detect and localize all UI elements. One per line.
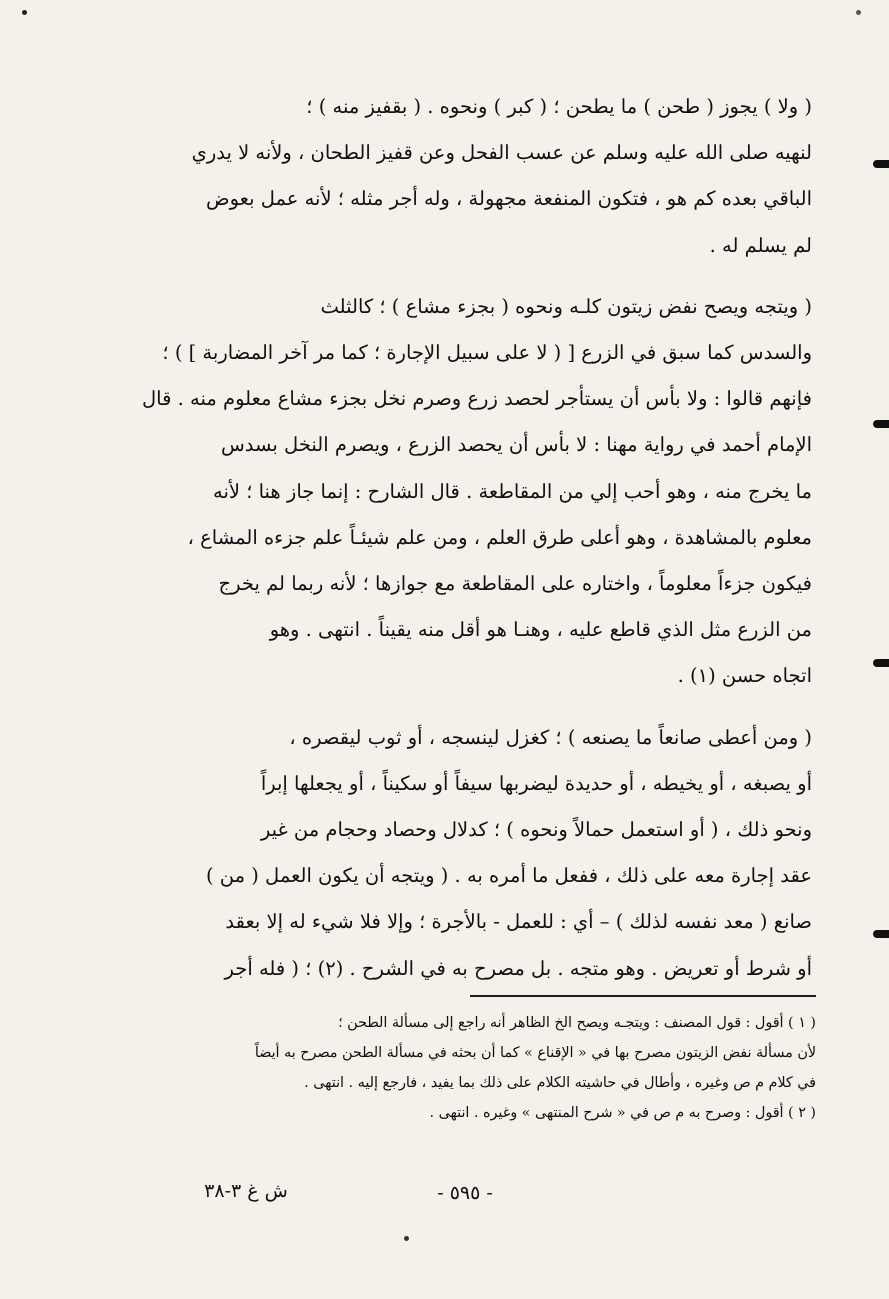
paragraph xyxy=(136,284,812,700)
text-line: عقد إجارة معه على ذلك ، ففعل ما أمره به . ( ويتجه أن يكون العمل ( من ) xyxy=(205,864,812,888)
print-signature: ش غ ٣-٣٨ xyxy=(204,1180,288,1202)
ink-speck xyxy=(404,1236,409,1241)
text-line: لم يسلم له . xyxy=(709,233,812,257)
text-line: الباقي بعده كم هو ، فتكون المنفعة مجهولة ، وله أجر مثله ؛ لأنه عمل بعوض xyxy=(206,187,812,211)
text-line: ( ولا ) يجوز ( طحن ) ما يطحن ؛ ( كبر ) ونحوه . ( بقفيز منه ) ؛ xyxy=(306,95,812,118)
paragraph xyxy=(136,715,812,992)
text-line: ( ومن أعطى صانعاً ما يصنعه ) ؛ كغزل لينسجه ، أو ثوب ليقصره ، xyxy=(289,725,812,749)
text-line: ما يخرج منه ، وهو أحب إلي من المقاطعة . قال الشارح : إنما جاز هنا ؛ لأنه xyxy=(213,479,812,503)
paragraph xyxy=(136,84,812,269)
edge-tab-mark xyxy=(873,930,889,938)
main-text-body xyxy=(136,84,812,1007)
ink-speck xyxy=(22,10,27,15)
footnote-line: ( ١ ) أقول : قول المصنف : ويتجـه ويصح الخ الظاهر أنه راجع إلى مسألة الطحن ؛ xyxy=(338,1015,816,1031)
text-line: الإمام أحمد في رواية مهنا : لا بأس أن يحصد الزرع ، ويصرم النخل بسدس xyxy=(221,433,812,457)
text-line: فإنهم قالوا : ولا بأس أن يستأجر لحصد زرع وصرم نخل بجزء مشاع معلوم منه . قال xyxy=(142,387,812,411)
text-line: معلوم بالمشاهدة ، وهو أعلى طرق العلم ، ومن علم شيئـاً علم جزءه المشاع ، xyxy=(187,525,812,549)
footnotes xyxy=(134,1008,816,1128)
footnote-line: ( ٢ ) أقول : وصرح به م ص في « شرح المنتهى » وغيره . انتهى . xyxy=(429,1105,816,1121)
edge-tab-mark xyxy=(873,659,889,667)
text-line: صانع ( معد نفسه لذلك ) – أي : للعمل - بالأجرة ؛ وإلا فلا شيء له إلا بعقد xyxy=(225,910,812,934)
page-number: - ٥٩٥ - xyxy=(437,1182,493,1204)
text-line: والسدس كما سبق في الزرع [ ( لا على سبيل الإجارة ؛ كما مر آخر المضاربة ] ) ؛ xyxy=(162,341,812,365)
edge-tab-mark xyxy=(873,160,889,168)
footnote-separator xyxy=(470,995,816,997)
text-line: ونحو ذلك ، ( أو استعمل حمالاً ونحوه ) ؛ كدلال وحصاد وحجام من غير xyxy=(260,818,812,842)
text-line: أو يصبغه ، أو يخيطه ، أو حديدة ليضربها سيفاً أو سكيناً ، أو يجعلها إبراً xyxy=(260,771,812,795)
text-line: ( ويتجه ويصح نفض زيتون كلـه ونحوه ( بجزء مشاع ) ؛ كالثلث xyxy=(320,294,812,318)
footnote-line: في كلام م ص وغيره ، وأطال في حاشيته الكلام على ذلك بما يفيد ، فارجع إليه . انتهى . xyxy=(304,1075,816,1091)
text-line: أو شرط أو تعريض . وهو متجه . بل مصرح به في الشرح . (٢) ؛ ( فله أجر xyxy=(224,956,812,980)
ink-speck xyxy=(856,10,861,15)
text-line: لنهيه صلى الله عليه وسلم عن عسب الفحل وعن قفيز الطحان ، ولأنه لا يدري xyxy=(191,141,812,165)
text-line: اتجاه حسن (١) . xyxy=(677,664,812,688)
footnote-line: لأن مسألة نفض الزيتون مصرح بها في « الإقناع » كما أن بحثه في مسألة الطحن مصرح به أيضاً xyxy=(254,1045,816,1061)
text-line: من الزرع مثل الذي قاطع عليه ، وهنـا هو أقل منه يقيناً . انتهى . وهو xyxy=(269,618,812,642)
text-line: فيكون جزءاً معلوماً ، واختاره على المقاطعة مع جوازها ؛ لأنه ربما لم يخرج xyxy=(218,572,812,596)
edge-tab-mark xyxy=(873,420,889,428)
